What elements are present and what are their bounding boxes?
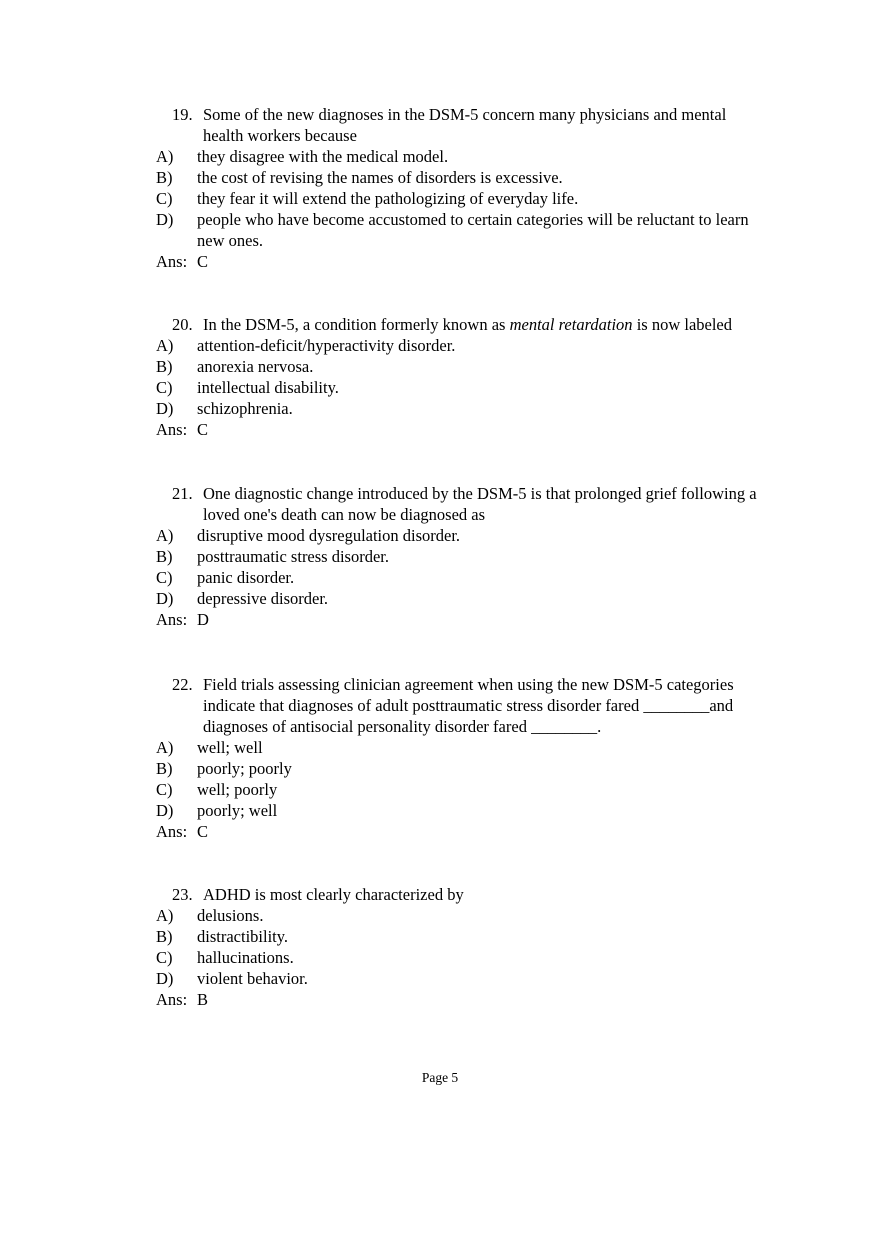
question-number: 20. (172, 315, 193, 334)
option-letter: C) (156, 948, 173, 967)
answer-line (0, 609, 880, 630)
option-letter: B) (156, 357, 173, 376)
option-b (0, 926, 763, 947)
page-number: Page 5 (421, 1070, 459, 1085)
option-text: disruptive mood dysregulation disorder. (197, 526, 461, 545)
option-text: they disagree with the medical model. (197, 147, 449, 166)
option-c (0, 947, 763, 968)
question-21 (0, 483, 880, 630)
question-19 (0, 104, 880, 272)
question-stem (0, 884, 763, 905)
question-22 (0, 674, 880, 842)
option-letter: A) (156, 738, 174, 757)
option-a (0, 905, 763, 926)
option-c (0, 188, 763, 209)
question-text-start: In the DSM-5, a condition formerly known as (203, 315, 510, 334)
answer-value: C (197, 822, 209, 841)
option-text: violent behavior. (197, 969, 308, 988)
question-number: 21. (172, 484, 193, 503)
option-text: they fear it will extend the pathologizing of everyday life. (197, 189, 579, 208)
question-number: 23. (172, 885, 193, 904)
option-b (0, 546, 763, 567)
option-text: well; poorly (197, 780, 278, 799)
option-text: schizophrenia. (197, 399, 293, 418)
option-c (0, 377, 763, 398)
answer-label: Ans: (156, 252, 188, 271)
option-letter: D) (156, 589, 174, 608)
question-number: 22. (172, 675, 193, 694)
option-letter: C) (156, 568, 173, 587)
question-text: One diagnostic change introduced by the DSM-5 is that prolonged grief following a loved one's death can now be diagnosed as (203, 484, 757, 524)
option-letter: D) (156, 210, 174, 229)
option-text: hallucinations. (197, 948, 294, 967)
option-text: panic disorder. (197, 568, 295, 587)
option-text: well; well (197, 738, 263, 757)
option-b (0, 758, 763, 779)
option-b (0, 167, 763, 188)
option-a (0, 335, 763, 356)
option-a (0, 146, 763, 167)
answer-line (0, 251, 880, 272)
question-23 (0, 884, 880, 1010)
option-text: posttraumatic stress disorder. (197, 547, 390, 566)
question-text: Some of the new diagnoses in the DSM-5 concern many physicians and mental health workers because (203, 105, 727, 145)
option-letter: B) (156, 759, 173, 778)
answer-value: B (197, 990, 209, 1009)
option-d (0, 209, 763, 251)
option-text: poorly; well (197, 801, 278, 820)
option-text: people who have become accustomed to certain categories will be reluctant to learn new ones. (197, 210, 749, 250)
answer-label: Ans: (156, 990, 188, 1009)
option-b (0, 356, 763, 377)
page-footer (0, 1070, 880, 1086)
option-text: distractibility. (197, 927, 289, 946)
option-text: depressive disorder. (197, 589, 329, 608)
question-20 (0, 314, 880, 440)
question-stem (0, 674, 763, 737)
option-c (0, 567, 763, 588)
option-text: poorly; poorly (197, 759, 292, 778)
option-letter: B) (156, 927, 173, 946)
option-letter: B) (156, 168, 173, 187)
answer-value: C (197, 420, 209, 439)
option-text: anorexia nervosa. (197, 357, 314, 376)
option-letter: A) (156, 526, 174, 545)
option-text: attention-deficit/hyperactivity disorder. (197, 336, 456, 355)
option-letter: D) (156, 399, 174, 418)
option-letter: C) (156, 378, 173, 397)
answer-value: D (197, 610, 209, 629)
option-letter: A) (156, 336, 174, 355)
question-stem (0, 104, 763, 146)
option-text: delusions. (197, 906, 264, 925)
answer-line (0, 821, 880, 842)
question-number: 19. (172, 105, 193, 124)
answer-line (0, 419, 880, 440)
option-letter: C) (156, 189, 173, 208)
question-stem (0, 314, 763, 335)
option-d (0, 800, 763, 821)
answer-line (0, 989, 880, 1010)
option-letter: B) (156, 547, 173, 566)
option-letter: A) (156, 147, 174, 166)
question-text-emphasis: mental retardation (509, 315, 633, 334)
option-c (0, 779, 763, 800)
option-d (0, 588, 763, 609)
option-text: the cost of revising the names of disorders is excessive. (197, 168, 563, 187)
option-text: intellectual disability. (197, 378, 339, 397)
answer-value: C (197, 252, 209, 271)
question-stem (0, 483, 763, 525)
option-a (0, 737, 763, 758)
answer-label: Ans: (156, 610, 188, 629)
option-letter: D) (156, 801, 174, 820)
option-letter: D) (156, 969, 174, 988)
option-d (0, 968, 763, 989)
option-d (0, 398, 763, 419)
option-letter: C) (156, 780, 173, 799)
question-text-end: is now labeled (632, 315, 732, 334)
answer-label: Ans: (156, 822, 188, 841)
question-text: Field trials assessing clinician agreement when using the new DSM-5 categories indicate that diagnoses of adult posttraumatic stress disorder fared ________and diagnoses of antisocial personality disorder fared ________. (203, 675, 734, 736)
option-letter: A) (156, 906, 174, 925)
question-text: ADHD is most clearly characterized by (203, 885, 464, 904)
answer-label: Ans: (156, 420, 188, 439)
option-a (0, 525, 763, 546)
